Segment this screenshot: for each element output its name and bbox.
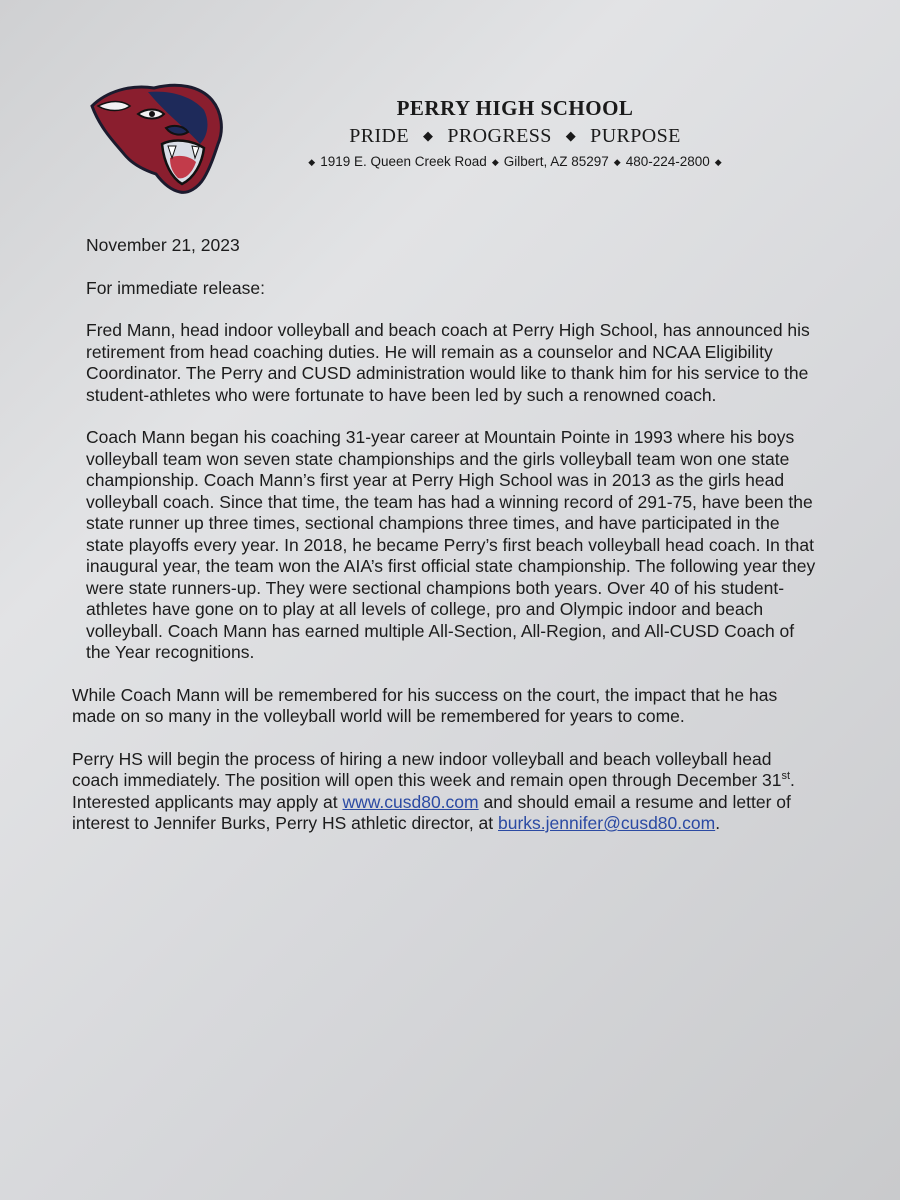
diamond-icon: ◆ xyxy=(714,157,722,167)
address-street: 1919 E. Queen Creek Road xyxy=(320,154,487,169)
diamond-icon: ◆ xyxy=(565,128,577,143)
school-motto xyxy=(270,125,760,148)
hiring-text: . Interested applicants may apply at xyxy=(72,770,795,812)
paragraph-announcement: Fred Mann, head indoor volleyball and beach coach at Perry High School, has announced his retirement from head coaching duties. He will remain as a counselor and NCAA Eligibility Coordinator. The Perry and CUSD administration would like to thank him for his service to the student-athletes who were fortunate to have been led by such a renowned coach. xyxy=(86,320,810,405)
paragraph-career: Coach Mann began his coaching 31-year career at Mountain Pointe in 1993 where his boys volleyball team won seven state championships and the girls volleyball team won one state championship. Coach Mann’s first year at Perry High School was in 2013 as the girls head volleyball coach. Since that time, the team has had a winning record of 291-75, have been the state runner up three times, sectional champions three times, and have participated in the state playoffs every year. In 2018, he became Perry’s first beach volleyball head coach. In that inaugural year, the team won the AIA’s first official state championship. The following year they were state runners-up. They were sectional champions both years. Over 40 of his student-athletes have gone on to play at all levels of college, pro and Olympic indoor and beach volleyball. Coach Mann has earned multiple All-Section, All-Region, and All-CUSD Coach of the Year recognitions. xyxy=(86,427,816,662)
date-superscript: st xyxy=(781,770,791,783)
mascot-pupil xyxy=(149,111,155,117)
motto-word: PRIDE xyxy=(349,125,409,147)
letter-body xyxy=(72,235,817,856)
motto-word: PROGRESS xyxy=(447,125,552,147)
diamond-icon: ◆ xyxy=(423,128,434,143)
school-name: PERRY HIGH SCHOOL xyxy=(396,96,634,120)
motto-word: PURPOSE xyxy=(590,125,681,147)
paragraph-impact: While Coach Mann will be remembered for his success on the court, the impact that he has made on so many in the volleyball world will be remembered for years to come. xyxy=(72,684,778,726)
school-address xyxy=(270,154,760,169)
hiring-text: Perry HS will begin the process of hiring a new indoor volleyball and beach volleyball head coach immediately. The position will open this week and remain open through December 31 xyxy=(72,748,782,790)
puma-mascot-icon xyxy=(88,78,228,196)
letter-date: November 21, 2023 xyxy=(86,235,240,255)
hiring-text: . xyxy=(715,813,721,833)
email-link[interactable]: burks.jennifer@cusd80.com xyxy=(498,813,716,833)
diamond-icon: ◆ xyxy=(613,157,621,167)
hiring-text: and should email a resume and letter of interest to Jennifer Burks, Perry HS athletic director, at xyxy=(72,791,791,833)
paragraph-hiring xyxy=(72,749,817,835)
address-phone: 480-224-2800 xyxy=(625,154,710,169)
diamond-icon: ◆ xyxy=(308,157,316,167)
address-city: Gilbert, AZ 85297 xyxy=(503,154,609,169)
diamond-icon: ◆ xyxy=(491,157,499,167)
release-heading: For immediate release: xyxy=(86,277,265,298)
letterhead xyxy=(270,96,760,169)
website-link[interactable]: www.cusd80.com xyxy=(342,791,479,812)
